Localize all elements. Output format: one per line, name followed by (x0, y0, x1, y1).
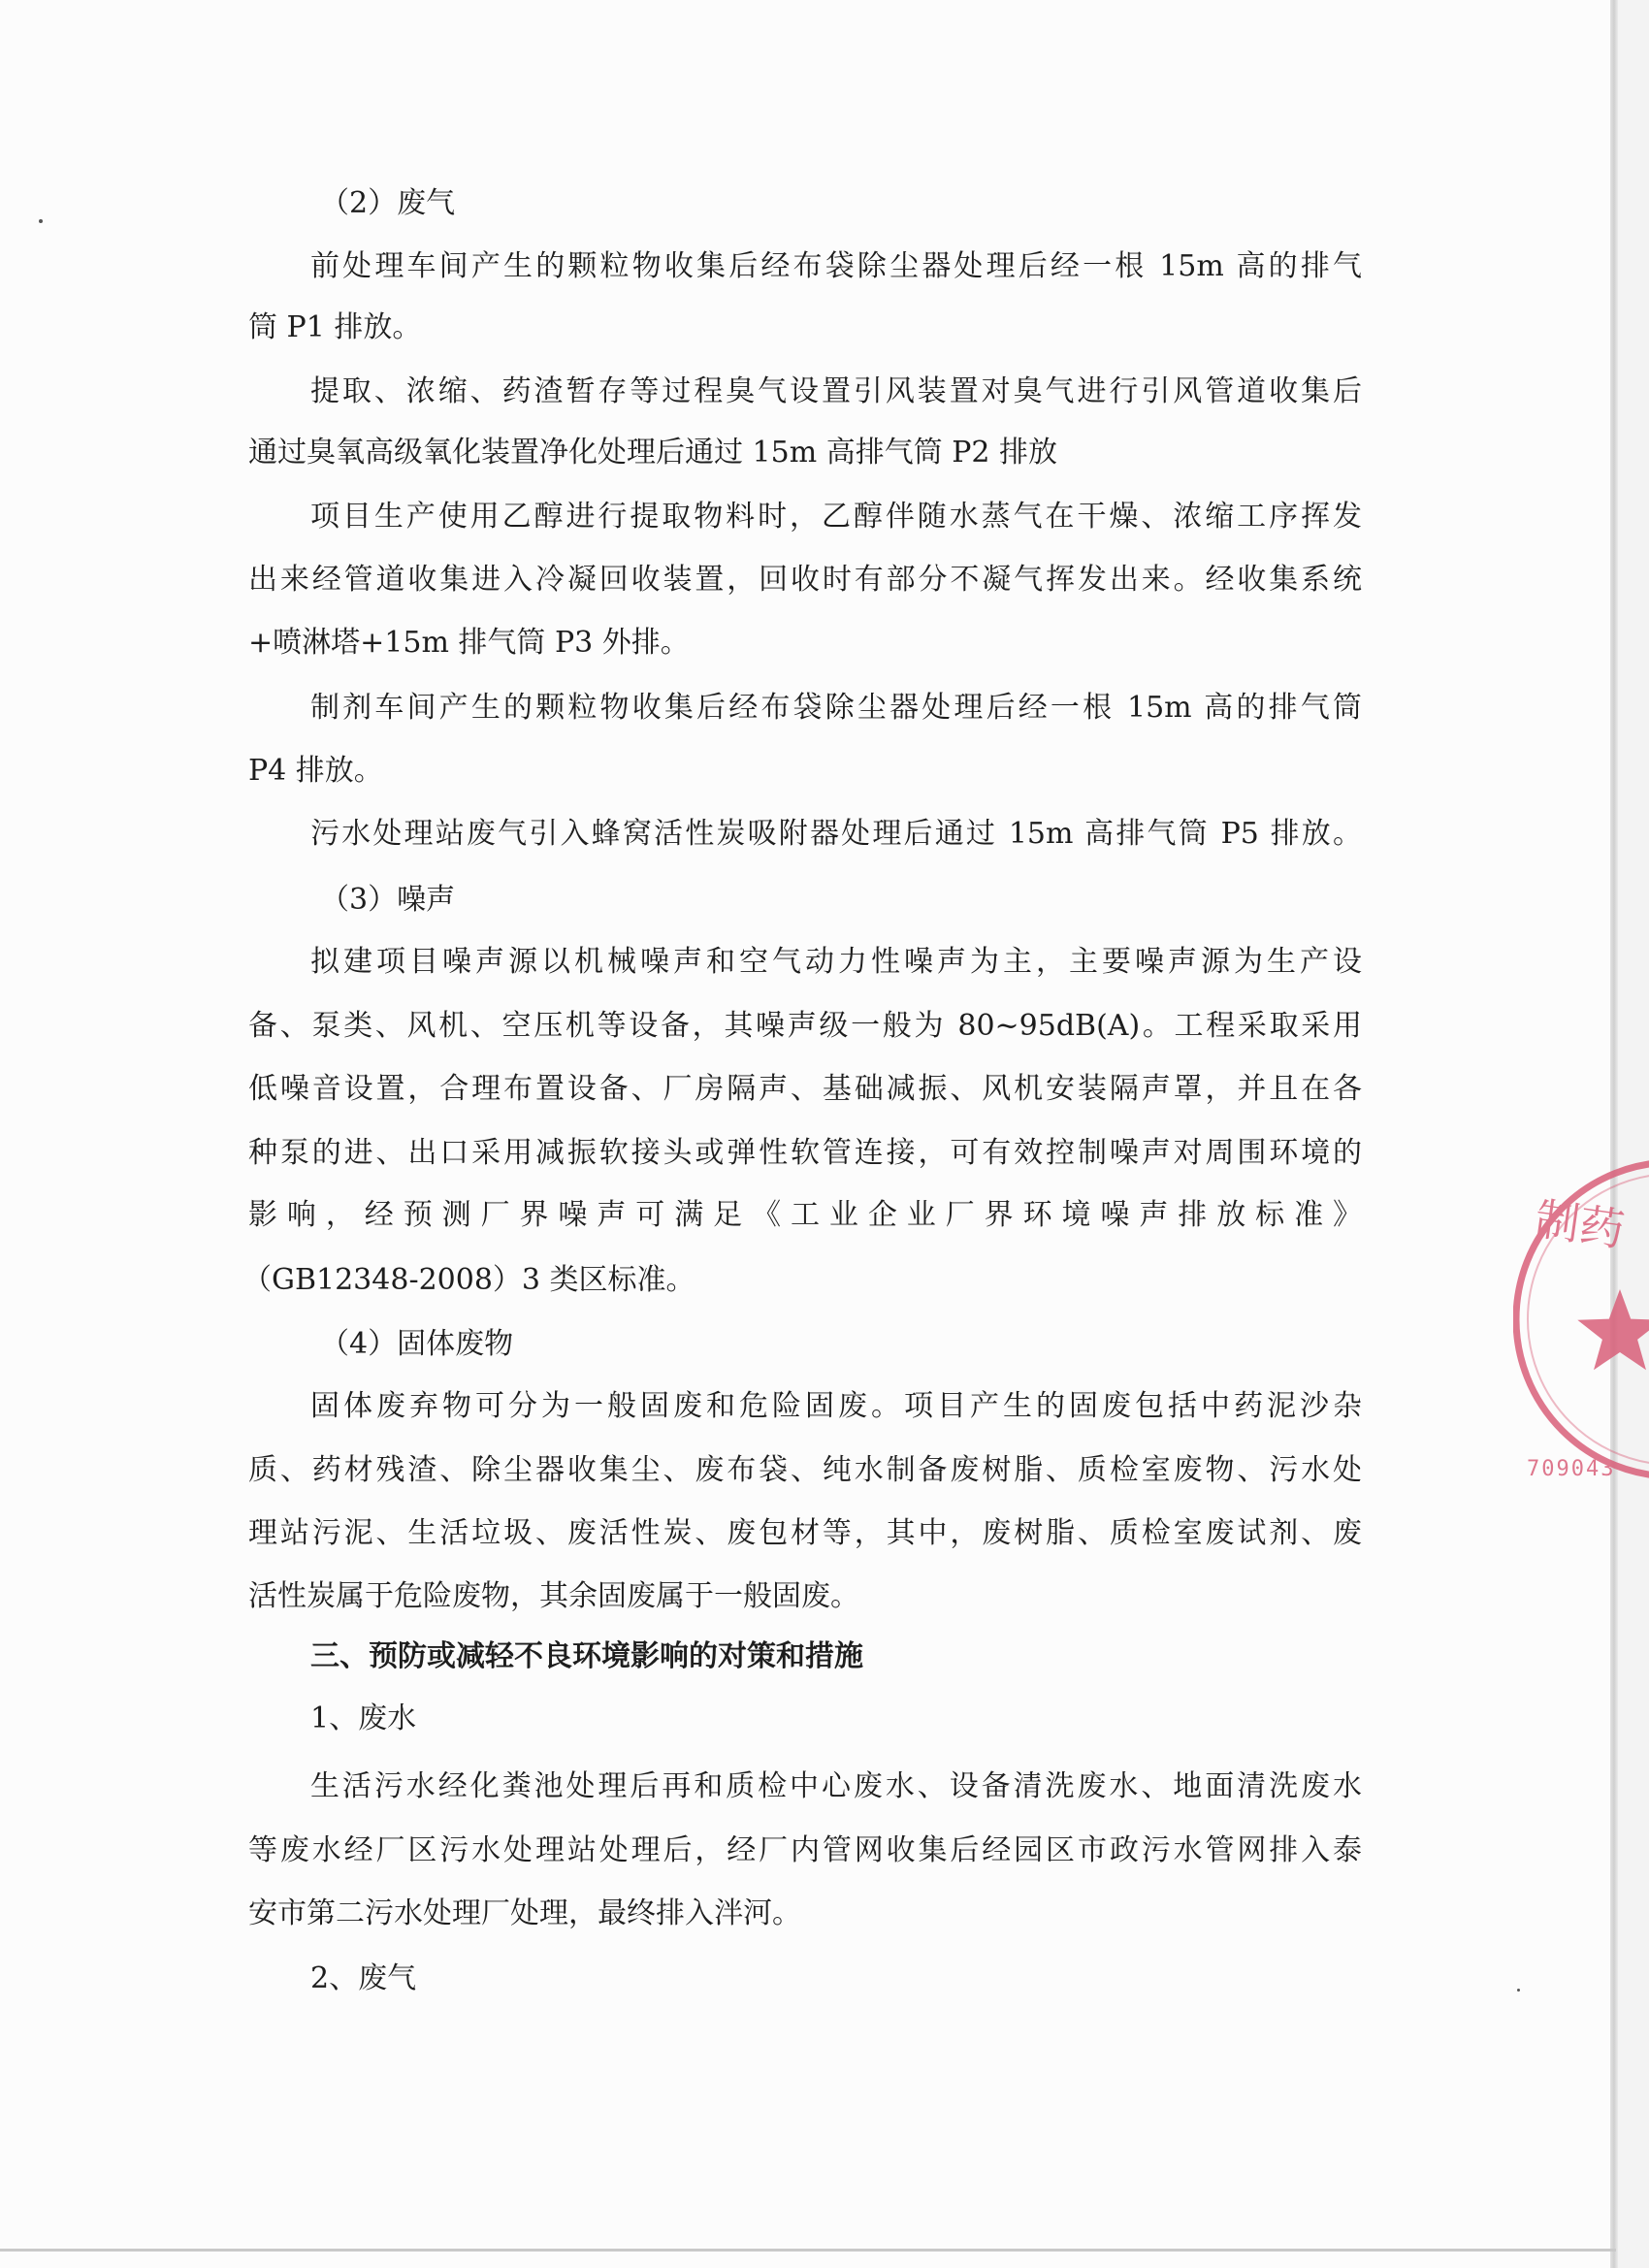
paragraph-line: 低噪音设置，合理布置设备、厂房隔声、基础减振、风机安装隔声罩，并且在各 (248, 1072, 1362, 1106)
paragraph-line: 污水处理站废气引入蜂窝活性炭吸附器处理后通过 15m 高排气筒 P5 排放。 (310, 817, 1362, 851)
paragraph-line: 备、泵类、风机、空压机等设备，其噪声级一般为 80~95dB(A)。工程采取采用 (248, 1009, 1362, 1043)
paragraph-line: 等废水经厂区污水处理站处理后，经厂内管网收集后经园区市政污水管网排入泰 (248, 1833, 1362, 1867)
paragraph-line: 影响，经预测厂界噪声可满足《工业企业厂界环境噪声排放标准》 (248, 1198, 1362, 1232)
paragraph-line: 质、药材残渣、除尘器收集尘、废布袋、纯水制备废树脂、质检室废物、污水处 (248, 1453, 1362, 1487)
paragraph-line: 拟建项目噪声源以机械噪声和空气动力性噪声为主，主要噪声源为生产设 (310, 945, 1362, 979)
chapter-heading-measures: 三、预防或减轻不良环境影响的对策和措施 (310, 1639, 863, 1673)
paragraph-line: 活性炭属于危险废物，其余固废属于一般固废。 (248, 1579, 859, 1613)
paragraph-line: 种泵的进、出口采用减振软接头或弹性软管连接，可有效控制噪声对周围环境的 (248, 1136, 1362, 1170)
seal-graphic (1513, 1150, 1649, 1499)
paragraph-line: 出来经管道收集进入冷凝回收装置，回收时有部分不凝气挥发出来。经收集系统 (248, 563, 1362, 597)
paragraph-line: P4 排放。 (248, 754, 383, 788)
company-seal (1513, 1150, 1649, 1499)
seal-star (1577, 1289, 1649, 1370)
paragraph-line: 提取、浓缩、药渣暂存等过程臭气设置引风装置对臭气进行引风管道收集后 (310, 374, 1362, 408)
paragraph-line: 制剂车间产生的颗粒物收集后经布袋除尘器处理后经一根 15m 高的排气筒 (310, 691, 1362, 725)
section-heading-solid-waste: （4）固体废物 (320, 1327, 514, 1361)
paragraph-line: （GB12348-2008）3 类区标准。 (242, 1263, 695, 1297)
seal-number: 709043 (1527, 1457, 1616, 1481)
section-heading-waste-gas: （2）废气 (320, 186, 456, 220)
paragraph-line: 项目生产使用乙醇进行提取物料时，乙醇伴随水蒸气在干燥、浓缩工序挥发 (310, 500, 1362, 534)
paragraph-line: 理站污泥、生活垃圾、废活性炭、废包材等，其中，废树脂、质检室废试剂、废 (248, 1516, 1362, 1550)
seal-lettering: 制药 (1532, 1192, 1628, 1257)
paragraph-line: 固体废弃物可分为一般固废和危险固废。项目产生的固废包括中药泥沙杂 (310, 1389, 1362, 1423)
paragraph-line: 生活污水经化粪池处理后再和质检中心废水、设备清洗废水、地面清洗废水 (310, 1769, 1362, 1803)
paragraph-line: 前处理车间产生的颗粒物收集后经布袋除尘器处理后经一根 15m 高的排气 (310, 249, 1362, 283)
section-heading-wastewater: 1、废水 (310, 1701, 417, 1735)
paragraph-line: 通过臭氧高级氧化装置净化处理后通过 15m 高排气筒 P2 排放 (248, 436, 1058, 470)
paragraph-line: +喷淋塔+15m 排气筒 P3 外排。 (248, 626, 690, 660)
section-heading-waste-gas-2: 2、废气 (310, 1961, 417, 1995)
paragraph-line: 筒 P1 排放。 (248, 310, 422, 344)
paragraph-line: 安市第二污水处理厂处理，最终排入泮河。 (248, 1896, 801, 1930)
section-heading-noise: （3）噪声 (320, 883, 456, 917)
